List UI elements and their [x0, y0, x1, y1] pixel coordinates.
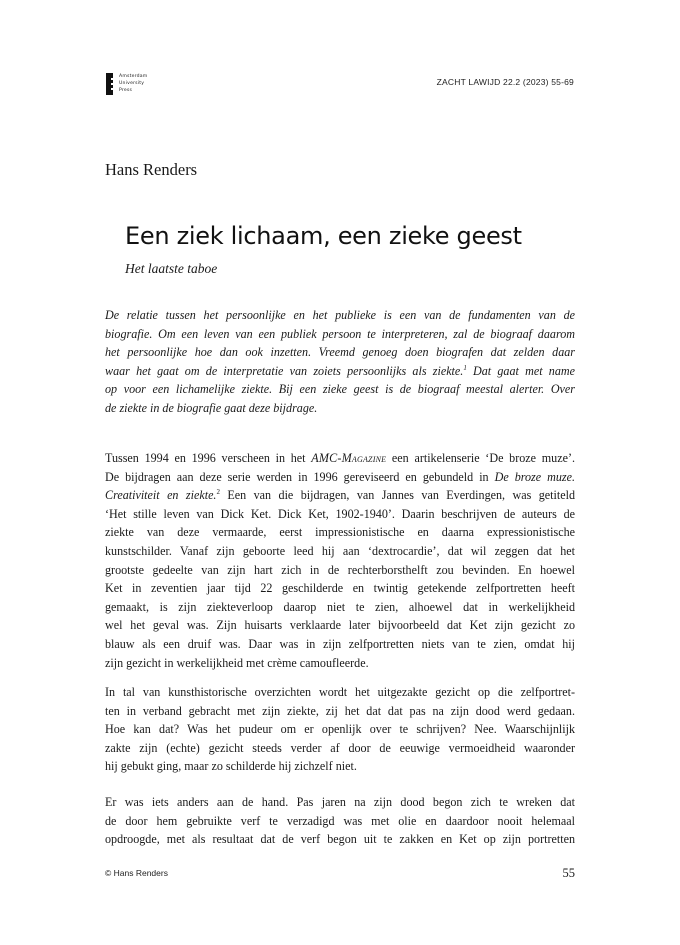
article-title: Een ziek lichaam, een zieke geest — [125, 222, 522, 250]
book-title: De broze muze. — [494, 469, 576, 484]
body-line: opdroogde, met als resultaat dat de verf begon uit te zakken en Ket op zijn portretten — [105, 832, 575, 847]
body-line: Er was iets anders aan de hand. Pas jaren na zijn dood begon zich te wreken dat — [105, 795, 575, 809]
abstract-line: waar het gaat om de interpretatie van zoiets persoonlijks als ziekte.$^1$ Dat gaat met name — [105, 363, 575, 378]
journal-citation: ZACHT LAWIJD 22.2 (2023) 55-69 — [436, 77, 574, 87]
body-line: gemaakt, is zijn ziekteverloop daarop niet te zien, alhoewel dat in werkelijkheid — [105, 599, 575, 614]
body-line: wel het geval was. Zijn huisarts verklaarde later bijvoorbeeld dat Ket zijn gezicht zo — [105, 618, 575, 633]
body-paragraph-3 — [105, 793, 575, 849]
publisher-name: Amsterdam University Press — [119, 74, 148, 93]
abstract-line: de ziekte in de biografie gaat deze bijdrage. — [105, 400, 318, 415]
abstract-line: op voor een lichamelijke ziekte. Bij een zieke geest is de biograaf meestal alerter. Over — [105, 382, 575, 397]
body-paragraph-2 — [105, 683, 575, 776]
copyright-notice: © Hans Renders — [105, 868, 168, 878]
publisher-logo — [106, 73, 166, 95]
magazine-name: AMC-Magazine — [311, 451, 387, 465]
body-line: Tussen 1994 en 1996 verscheen in het AMC-Magazine een artikelenserie ‘De broze muze’. — [105, 451, 575, 465]
body-line: blauw als een druif was. Daar was in zijn zelfportretten niets van te zien, omdat hij — [105, 636, 575, 651]
body-line: zakte zijn (echte) gezicht steeds verder af door de eeuwige vermoeidheid waaronder — [105, 740, 575, 755]
body-paragraph-1 — [105, 449, 575, 672]
body-line: kunstschilder. Vanaf zijn geboorte leed hij aan ‘dextrocardie’, dat wil zeggen dat het — [105, 543, 575, 558]
body-line: Hoe kan dat? Was het pudeur om er openlijk over te schrijven? Nee. Waarschijnlijk — [105, 722, 575, 737]
body-line: ziekte van deze vermaarde, eerst impressionistische en daarna expressionistische — [105, 525, 575, 540]
body-line: zijn gezicht in werkelijkheid met crème camoufleerde. — [105, 655, 369, 670]
footnote-1-mark[interactable]: 1 — [463, 363, 467, 372]
article-subtitle: Het laatste taboe — [125, 261, 218, 276]
body-line: hij gebukt ging, maar zo schilderde hij zichzelf niet. — [105, 759, 357, 774]
body-line: Ket in zeventien jaar tijd 22 geschilderde en twintig getekende zelfportretten heeft — [105, 581, 575, 596]
body-line: grootste gedeelte van zijn hart zich in de rechterborsthelft zou bevinden. En hoewel — [105, 562, 575, 577]
body-line: Creativiteit en ziekte.$^2$ Een van die bijdragen, van Jannes van Everdingen, was getiteld — [105, 488, 575, 503]
page-number: 55 — [562, 866, 575, 880]
body-line: In tal van kunsthistorische overzichten wordt het uitgezakte gezicht op die zelfportret- — [105, 685, 575, 699]
abstract-line: biografie. Om een leven van een publiek persoon te interpreteren, zal de biograaf daarom — [105, 326, 575, 341]
abstract-line: het persoonlijke hoe dan ook inzetten. Vreemd genoeg doen biografen dat zelden daar — [105, 345, 575, 360]
author-name: Hans Renders — [105, 160, 198, 179]
footnote-2-mark[interactable]: 2 — [216, 488, 220, 497]
abstract-line: De relatie tussen het persoonlijke en het publieke is een van de fundamenten van de — [105, 308, 575, 322]
logo-mark — [106, 73, 113, 95]
abstract — [105, 306, 575, 418]
body-line: ten in verband gebracht met zijn ziekte, zij het dat dat pas na zijn dood werd gedaan. — [105, 703, 575, 718]
body-line: ‘Het stille leven van Dick Ket. Dick Ket, 1902-1940’. Daarin beschrijven de auteurs de — [105, 506, 575, 521]
body-line: de door hem gebruikte verf te verzadigd was met olie en daardoor nooit helemaal — [105, 813, 575, 828]
body-line: De bijdragen aan deze serie werden in 1996 gereviseerd en gebundeld in De broze muze. — [105, 469, 576, 484]
book-subtitle: Creativiteit en ziekte. — [105, 488, 217, 503]
